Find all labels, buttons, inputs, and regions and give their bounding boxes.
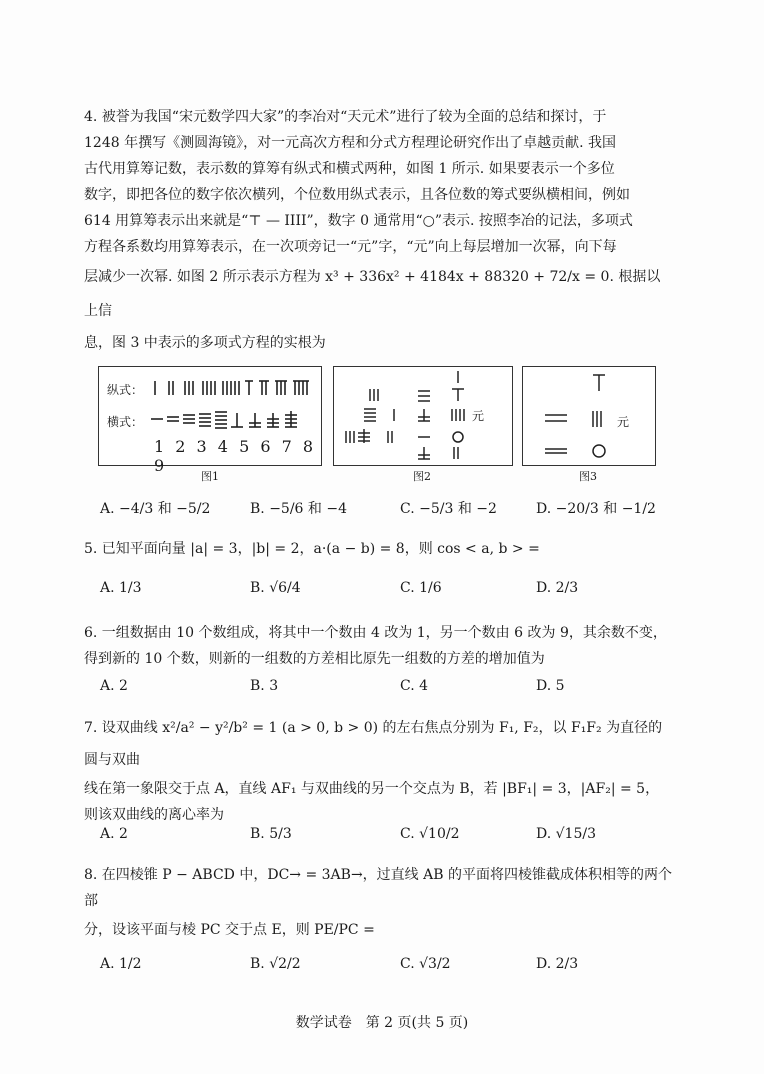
q6-line-2: 得到新的 10 个数，则新的一组数的方差相比原先一组数的方差的增加值为 (84, 651, 545, 667)
fig1-vertical-rods (151, 379, 317, 399)
fig1-horizontal-rods (151, 409, 317, 431)
question-4 (84, 104, 674, 358)
q5-choice-d[interactable]: D. 2/3 (536, 580, 579, 596)
fig1-vertical-label: 纵式： (107, 383, 144, 397)
fig2-yuan-label: 元 (472, 409, 485, 423)
q7-line-2: 线在第一象限交于点 A，直线 AF₁ 与双曲线的另一个交点为 B，若 |BF₁| = 3，|AF₂| = 5， (84, 781, 660, 797)
page-footer: 数学试卷 第 2 页(共 5 页) (295, 1015, 469, 1031)
q5-choice-b[interactable]: B. √6/4 (250, 580, 301, 596)
q4-choice-b[interactable]: B. −5/6 和 −4 (250, 501, 347, 517)
q8-choice-c[interactable]: C. √3/2 (400, 956, 451, 972)
q4-choice-a[interactable]: A. −4/3 和 −5/2 (100, 501, 211, 517)
q8-choice-a[interactable]: A. 1/2 (100, 956, 142, 972)
q7-choice-d[interactable]: D. √15/3 (536, 826, 596, 842)
question-8 (84, 862, 674, 946)
q4-line-6: 方程各系数均用算筹表示，在一次项旁记一“元”字，“元”向上每层增加一次幂，向下每 (84, 239, 617, 255)
q4-choice-c[interactable]: C. −5/3 和 −2 (400, 501, 497, 517)
fig2-caption: 图2 (413, 470, 431, 483)
q4-line-8: 息，图 3 中表示的多项式方程的实根为 (84, 335, 326, 351)
q7-choice-c[interactable]: C. √10/2 (400, 826, 460, 842)
q8-choice-d[interactable]: D. 2/3 (536, 956, 579, 972)
q7-choice-b[interactable]: B. 5/3 (250, 826, 292, 842)
q7-line-1: 7. 设双曲线 x²/a² − y²/b² = 1 (a > 0, b > 0) 的左右焦点分别为 F₁, F₂，以 F₁F₂ 为直径的圆与双曲 (84, 720, 663, 768)
q8-line-2: 分，设该平面与棱 PC 交于点 E，则 PE/PC = (84, 922, 375, 938)
q8-line-1: 8. 在四棱锥 P − ABCD 中，DC→ = 3AB→，过直线 AB 的平面将四棱锥截成体积相等的两个部 (84, 867, 672, 909)
fig1-horizontal-label: 横式： (107, 415, 144, 429)
q6-choice-a[interactable]: A. 2 (100, 678, 128, 694)
q4-line-4: 数字，即把各位的数字依次横列，个位数用纵式表示，且各位数的筹式要纵横相间，例如 (84, 187, 630, 203)
q6-line-1: 6. 一组数据由 10 个数组成，将其中一个数由 4 改为 1，另一个数由 6 改为 9，其余数不变， (84, 625, 667, 641)
q8-choice-b[interactable]: B. √2/2 (250, 956, 301, 972)
question-6 (84, 620, 674, 672)
q5-choice-a[interactable]: A. 1/3 (100, 580, 142, 596)
q4-line-2: 1248 年撰写《测圆海镜》，对一元高次方程和分式方程理论研究作出了卓越贡献. 我国 (84, 135, 616, 151)
figure-1 (98, 366, 322, 475)
q4-line-3: 古代用算筹记数，表示数的算筹有纵式和横式两种，如图 1 所示. 如果要表示一个多位 (84, 161, 615, 177)
q6-choice-b[interactable]: B. 3 (250, 678, 279, 694)
fig1-digits: 1 2 3 4 5 6 7 8 9 (154, 437, 317, 475)
fig3-caption: 图3 (579, 470, 597, 483)
figure-3 (522, 366, 656, 466)
q7-choice-a[interactable]: A. 2 (100, 826, 128, 842)
q4-line-1: 4. 被誉为我国“宋元数学四大家”的李冶对“天元术”进行了较为全面的总结和探讨，于 (84, 109, 607, 125)
fig3-yuan-label: 元 (617, 415, 630, 429)
q6-choice-d[interactable]: D. 5 (536, 678, 565, 694)
q5-choice-c[interactable]: C. 1/6 (400, 580, 442, 596)
q5-text: 5. 已知平面向量 |a| = 3，|b| = 2，a·(a − b) = 8，则 cos < a, b > = (84, 541, 540, 557)
fig2-rods (334, 367, 512, 465)
question-5 (84, 536, 674, 562)
figure-2 (333, 366, 513, 466)
fig3-rods (523, 367, 655, 465)
question-7 (84, 712, 674, 828)
q4-line-5: 614 用算筹表示出来就是“⊤ — ⅠⅠⅠⅠ”，数字 0 通常用“○”表示. 按照李冶的记法，多项式 (84, 213, 633, 229)
q4-line-7: 层减少一次幂. 如图 2 所示表示方程为 x³ + 336x² + 4184x + 88320 + 72/x = 0. 根据以上信 (84, 269, 661, 319)
fig1-caption: 图1 (201, 470, 219, 483)
q6-choice-c[interactable]: C. 4 (400, 678, 429, 694)
q7-line-3: 则该双曲线的离心率为 (84, 807, 224, 823)
q4-choice-d[interactable]: D. −20/3 和 −1/2 (536, 501, 656, 517)
